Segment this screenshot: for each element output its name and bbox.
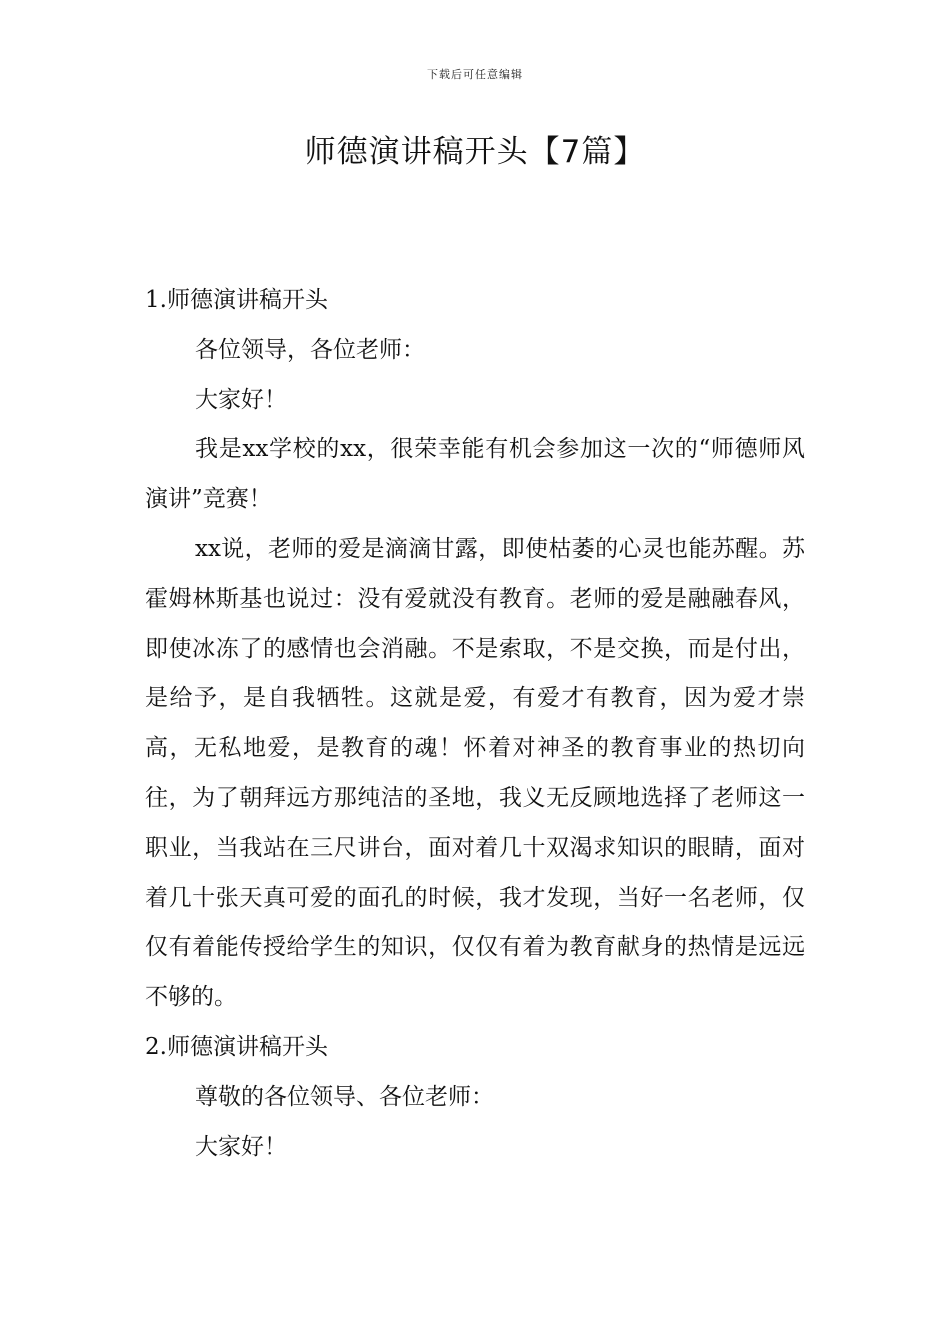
paragraph: 各位领导，各位老师： <box>195 336 425 363</box>
paragraph: xx说，老师的爱是滴滴甘露，即使枯萎的心灵也能苏醒。苏霍姆林斯基也说过：没有爱就没有教育。老师的爱是融融春风，即使冰冻了的感情也会消融。不是索取，不是交换，而是付出，是给予，是自我牺牲。这就是爱，有爱才有教育，因为爱才崇高，无私地爱，是教育的魂！怀着对神圣的教育事业的热切向往，为了朝拜远方那纯洁的圣地，我义无反顾地选择了老师这一职业，当我站在三尺讲台，面对着几十双渴求知识的眼睛，面对着几十张天真可爱的面孔的时候，我才发现，当好一名老师，仅仅有着能传授给学生的知识，仅仅有着为教育献身的热情是远远不够的。 <box>145 535 805 1011</box>
document-body <box>145 276 805 1172</box>
section-heading: 2.师德演讲稿开头 <box>145 1033 328 1060</box>
paragraph: 我是xx学校的xx，很荣幸能有机会参加这一次的“师德师风演讲”竞赛！ <box>145 436 805 513</box>
section-heading: 1.师德演讲稿开头 <box>145 287 328 313</box>
paragraph: 大家好！ <box>195 386 287 413</box>
document-title: 师德演讲稿开头【7篇】 <box>304 134 646 170</box>
paragraph: 尊敬的各位领导、各位老师： <box>195 1083 494 1110</box>
paragraph: 大家好！ <box>195 1133 287 1160</box>
header-note: 下载后可任意编辑 <box>427 68 523 81</box>
